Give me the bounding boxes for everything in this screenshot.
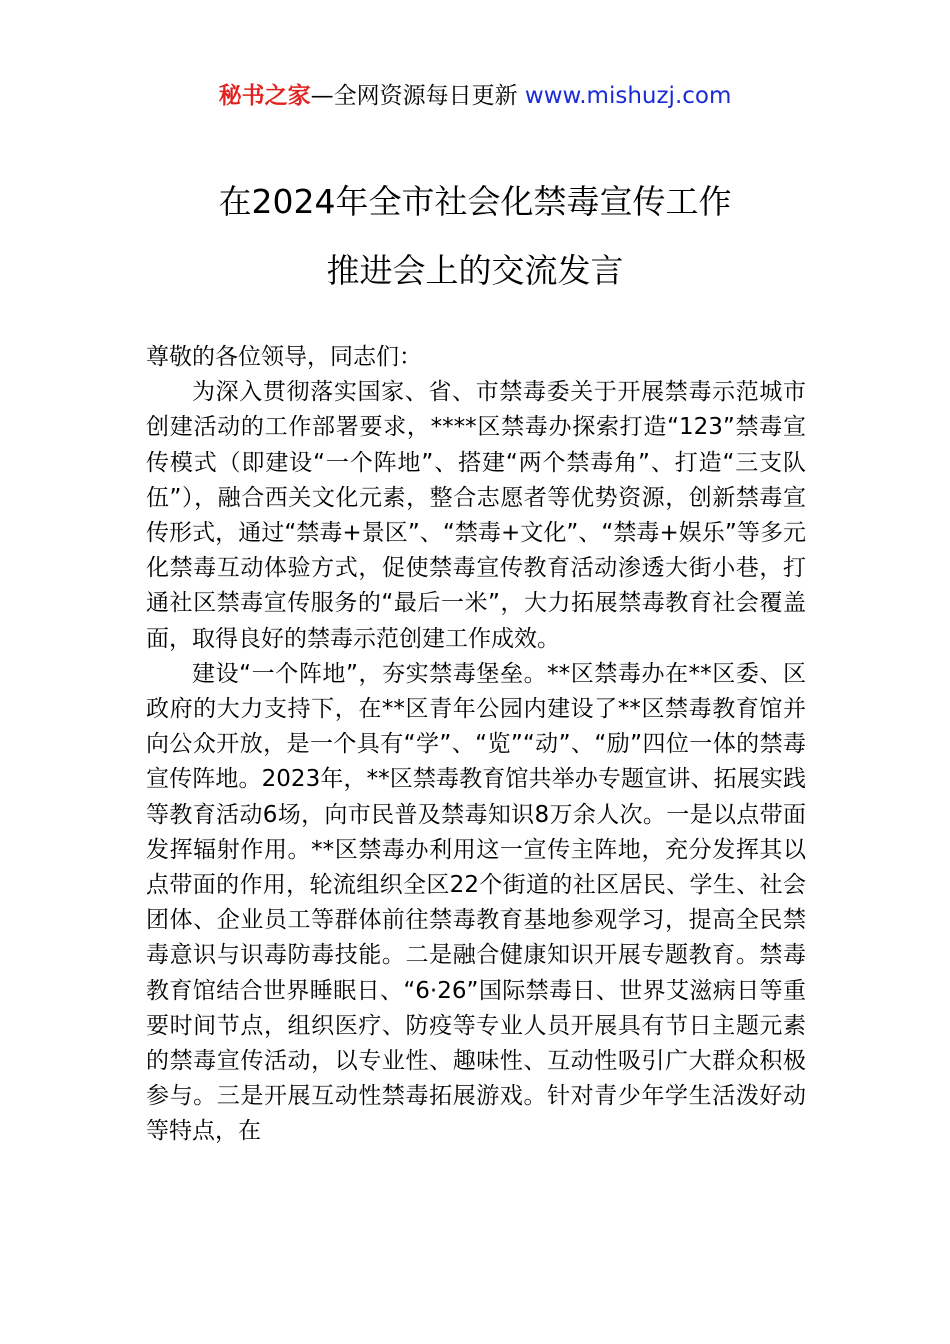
- site-url-link[interactable]: www.mishuzj.com: [524, 83, 732, 109]
- document-body: [146, 340, 806, 1150]
- site-header: [0, 80, 950, 112]
- document-title-line-2: 推进会上的交流发言: [326, 251, 624, 290]
- paragraph-base: 建设“一个阵地”，夯实禁毒堡垒。**区禁毒办在**区委、区政府的大力支持下，在**区青年公园内建设了**区禁毒教育馆并向公众开放，是一个具有“学”、“览”“动”、“励”四位一体的禁毒宣传阵地。2023年，**区禁毒教育馆共举办专题宣讲、拓展实践等教育活动6场，向市民普及禁毒知识8万余人次。一是以点带面发挥辐射作用。**区禁毒办利用这一宣传主阵地，充分发挥其以点带面的作用，轮流组织全区22个街道的社区居民、学生、社会团体、企业员工等群体前往禁毒教育基地参观学习，提高全民禁毒意识与识毒防毒技能。二是融合健康知识开展专题教育。禁毒教育馆结合世界睡眠日、“6·26”国际禁毒日、世界艾滋病日等重要时间节点，组织医疗、防疫等专业人员开展具有节日主题元素的禁毒宣传活动，以专业性、趣味性、互动性吸引广大群众积极参与。三是开展互动性禁毒拓展游戏。针对青少年学生活泼好动等特点，在: [146, 660, 806, 1145]
- site-tagline: —全网资源每日更新: [310, 83, 525, 109]
- brand-name: 秘书之家: [218, 83, 311, 109]
- document-title-line-1: 在2024年全市社会化禁毒宣传工作: [218, 182, 732, 221]
- salutation: 尊敬的各位领导，同志们：: [146, 344, 422, 370]
- paragraph-intro: 为深入贯彻落实国家、省、市禁毒委关于开展禁毒示范城市创建活动的工作部署要求，****区禁毒办探索打造“123”禁毒宣传模式（即建设“一个阵地”、搭建“两个禁毒角”、打造“三支队伍”），融合西关文化元素，整合志愿者等优势资源，创新禁毒宣传形式，通过“禁毒+景区”、“禁毒+文化”、“禁毒+娱乐”等多元化禁毒互动体验方式，促使禁毒宣传教育活动渗透大街小巷，打通社区禁毒宣传服务的“最后一米”，大力拓展禁毒教育社会覆盖面，取得良好的禁毒示范创建工作成效。: [146, 379, 806, 652]
